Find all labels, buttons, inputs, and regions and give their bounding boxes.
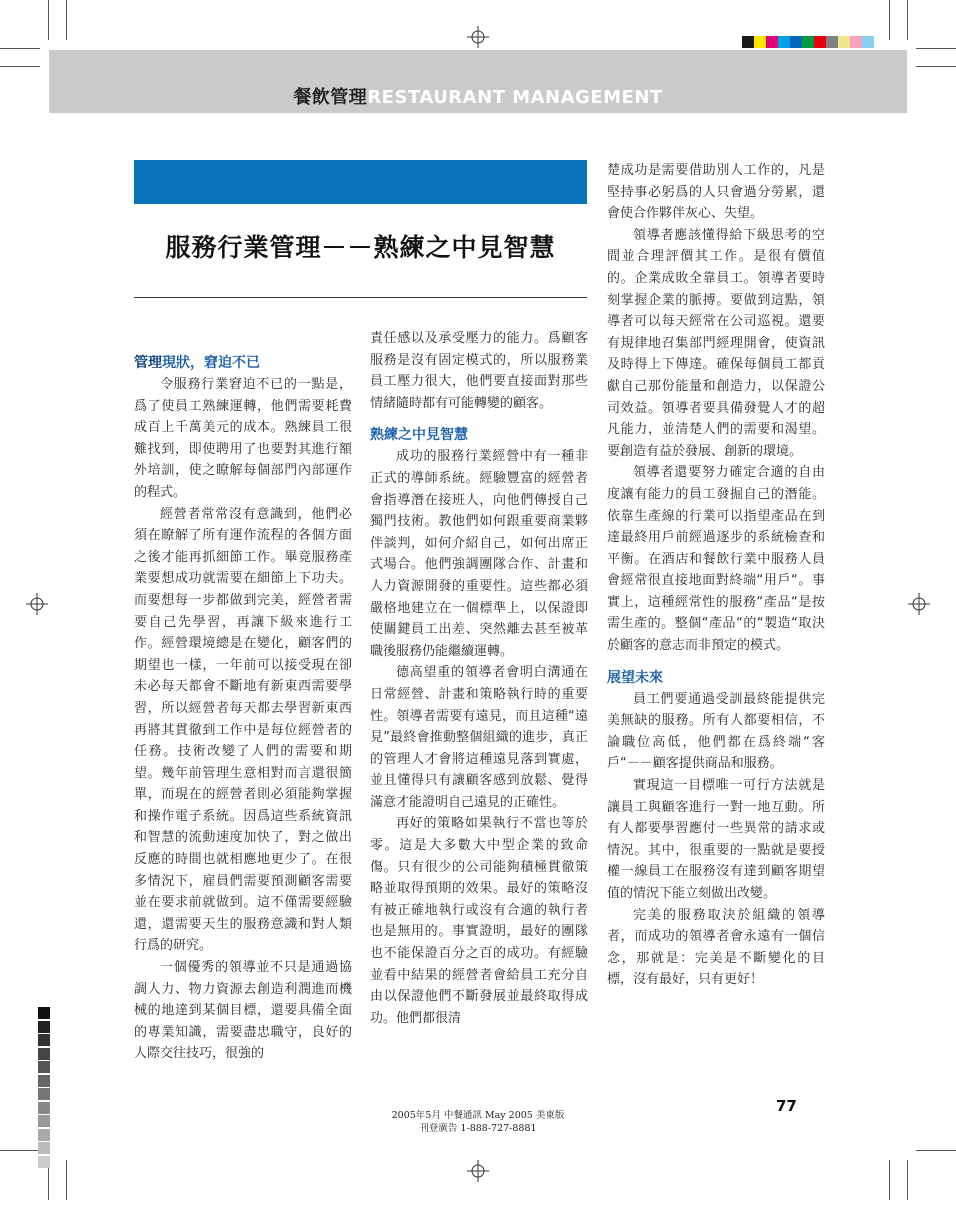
color-swatch xyxy=(790,36,802,48)
color-swatch xyxy=(850,36,862,48)
gray-swatch xyxy=(38,1156,50,1168)
title-divider xyxy=(134,297,587,298)
paragraph: 成功的服務行業經營中有一種非正式的導師系統。經驗豐富的經營者會指導潛在接班人，向他們傳授自己獨門技術。教他們如何跟重要商業夥伴談判，如何介紹自己，如何出席正式場合。他們強調團隊合作、計畫和人力資源開發的重要性。這些都必須嚴格地建立在一個標準上，以保證即使關鍵員工出差、突然離去甚至被革職後服務仍能繼續運轉。 xyxy=(370,449,588,659)
section-heading xyxy=(134,352,352,374)
paragraph: 員工們要通過受訓最終能提供完美無缺的服務。所有人都要相信，不論職位高低，他們都在爲終端“客戶“－－顧客提供商品和服務。 xyxy=(607,691,825,772)
crop-mark xyxy=(889,0,890,40)
title-accent-bar xyxy=(134,160,587,204)
section-title-cn: 餐飲管理 xyxy=(293,87,368,108)
color-swatch xyxy=(826,36,838,48)
crop-mark xyxy=(916,66,956,67)
column-2 xyxy=(370,328,588,1029)
paragraph: 領導者應該懂得給下級思考的空間並合理評價其工作。是很有價值的。企業成敗全靠員工。領導者要時刻掌握企業的脈搏。要做到這點，領導者可以每天經常在公司巡視。還要有規律地召集部門經理開會，使資訊及時得上下傳達。確保每個員工都貢獻自己那份能量和創造力，以保證公司效益。領導者要具備發覺人才的超凡能力，並清楚人們的需要和渴望。要創造有益於發展、創新的環境。 xyxy=(607,227,825,459)
gray-swatch xyxy=(38,1007,50,1019)
color-swatch xyxy=(814,36,826,48)
crop-mark xyxy=(0,1150,40,1151)
crop-mark xyxy=(907,1160,908,1200)
section-title-en: RESTAURANT MANAGEMENT xyxy=(367,87,663,108)
gray-swatch xyxy=(38,1048,50,1060)
gray-swatch xyxy=(38,1142,50,1154)
article-title: 服務行業管理－－熟練之中見智慧 xyxy=(165,233,556,262)
paragraph: 再好的策略如果執行不當也等於零。這是大多數大中型企業的致命傷。只有很少的公司能夠積極貫徹策略並取得預期的效果。最好的策略沒有被正確地執行或沒有合適的執行者也是無用的。事實證明，最好的團隊也不能保證百分之百的成功。有經驗並看中結果的經營者會給員工充分自由以保證他們不斷發展並最終取得成功。他們都很清 xyxy=(370,816,588,1026)
crop-mark xyxy=(48,0,49,40)
paragraph: 令服務行業窘迫不已的一點是，爲了使員工熟練運轉，他們需要耗費成百上千萬美元的成本。熟練員工很難找到，即使聘用了也要對其進行額外培訓，使之瞭解每個部門內部運作的程式。 xyxy=(134,377,352,500)
registration-mark-icon xyxy=(908,593,930,615)
paragraph: 領導者還要努力確定合適的自由度讓有能力的員工發掘自己的潛能。依靠生產線的行業可以指望產品在到達最終用戶前經過逐步的系統檢查和平衡。在酒店和餐飲行業中服務人員會經常很直接地面對終端“用戶“。事實上，這種經常性的服務“產品“是按需生產的。整個“產品“的“製造“取決於顧客的意志而非預定的模式。 xyxy=(607,465,825,654)
registration-mark-icon xyxy=(467,1160,489,1182)
section-heading-rest: 現狀，窘迫不已 xyxy=(162,355,260,371)
color-swatch xyxy=(862,36,874,48)
color-swatch xyxy=(754,36,766,48)
color-swatch xyxy=(742,36,754,48)
crop-mark xyxy=(916,1150,956,1151)
gray-swatch xyxy=(38,1061,50,1073)
print-color-bar xyxy=(742,36,874,48)
gray-swatch xyxy=(38,1034,50,1046)
crop-mark xyxy=(66,0,67,40)
paragraph: 德高望重的領導者會明白溝通在日常經營、計畫和策略執行時的重要性。領導者需要有遠見，而且這種“遠見”最終會推動整個組織的進步，真正的管理人才會將這種遠見落到實處，並且懂得只有讓顧客感到放鬆、覺得滿意才能證明自己遠見的正確性。 xyxy=(370,665,588,810)
column-3 xyxy=(607,160,825,991)
crop-mark xyxy=(916,48,956,49)
gray-swatch xyxy=(38,1021,50,1033)
crop-mark xyxy=(0,48,40,49)
section-header-band xyxy=(49,50,907,113)
color-swatch xyxy=(802,36,814,48)
color-swatch xyxy=(778,36,790,48)
crop-mark xyxy=(907,0,908,40)
page-number: 77 xyxy=(776,1097,797,1115)
print-gray-scale-bar xyxy=(38,1007,50,1169)
gray-swatch xyxy=(38,1088,50,1100)
section-heading: 熟練之中見智慧 xyxy=(370,427,468,444)
crop-mark xyxy=(0,66,40,67)
registration-mark-icon xyxy=(26,593,48,615)
crop-mark xyxy=(66,1160,67,1200)
crop-mark xyxy=(889,1160,890,1200)
paragraph: 一個優秀的領導並不只是通過協調人力、物力資源去創造利潤進而機械的地達到某個目標，還要具備全面的專業知識，需要盡忠職守，良好的人際交往技巧，很強的 xyxy=(134,960,352,1062)
paragraph: 實現這一目標唯一可行方法就是讓員工與顧客進行一對一地互動。所有人都要學習應付一些異常的請求或情況。其中，很重要的一點就是要授權一線員工在服務沒有達到顧客期望值的情況下能立刻做出改變。 xyxy=(607,778,825,901)
footer-ad-line: 刊登廣告 1-888-727-8881 xyxy=(419,1123,537,1134)
column-1 xyxy=(134,352,352,1065)
paragraph: 經營者常常沒有意識到，他們必須在瞭解了所有運作流程的各個方面之後才能再抓細節工作。畢竟服務產業要想成功就需要在細節上下功夫。而要想每一步都做到完美，經營者需要自己先學習，再讓下級來進行工作。經營環境總是在變化，顧客們的期望也一樣，一年前可以接受現在卻未必每天都會不斷地有新東西需要學習，所以經營者每天都去學習新東西再將其貫徹到工作中是每位經營者的任務。技術改變了人們的需要和期望。幾年前管理生意相對而言還很簡單，而現在的經營者則必須能夠掌握和操作電子系統。因爲這些系統資訊和智慧的流動速度加快了，對之做出反應的時間也就相應地更少了。在很多情況下，雇員們需要預測顧客需要並在要求前就做到。這不僅需要經驗還，還需要天生的服務意識和對人類行爲的研究。 xyxy=(134,506,352,954)
color-swatch xyxy=(766,36,778,48)
section-heading: 展望未來 xyxy=(607,669,663,686)
registration-mark-icon xyxy=(467,26,489,48)
section-heading-lead: 管理 xyxy=(134,355,162,371)
gray-swatch xyxy=(38,1075,50,1087)
section-title xyxy=(49,83,907,109)
paragraph: 楚成功是需要借助別人工作的，凡是堅持事必躬爲的人只會過分勞累，還會使合作夥伴灰心、失望。 xyxy=(607,163,825,222)
paragraph: 完美的服務取決於組織的領導者，而成功的領導者會永遠有一個信念，那就是：完美是不斷變化的目標，沒有最好，只有更好！ xyxy=(607,907,825,988)
paragraph: 責任感以及承受壓力的能力。爲顧客服務是沒有固定模式的，所以服務業員工壓力很大，他們要直接面對那些情緒隨時都有可能轉變的顧客。 xyxy=(370,331,588,411)
footer-publication-line: 2005年5月 中餐通訊 May 2005 美東版 xyxy=(391,1110,565,1121)
color-swatch xyxy=(838,36,850,48)
